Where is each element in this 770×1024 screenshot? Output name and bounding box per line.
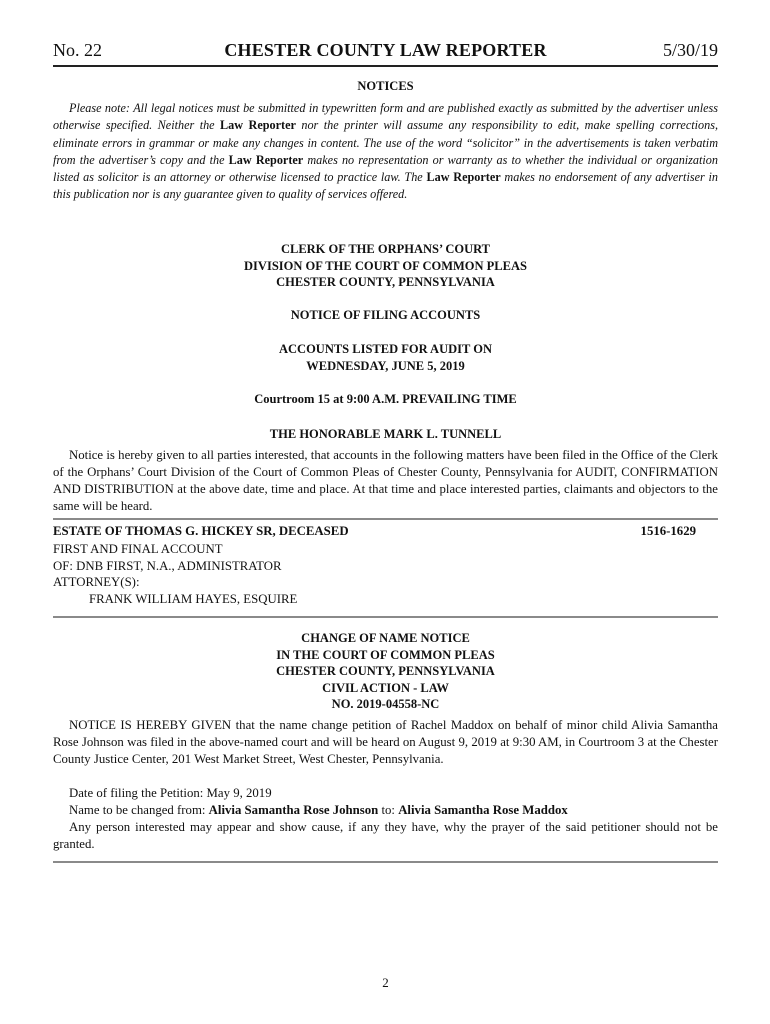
name-change-line-1: CHANGE OF NAME NOTICE [301,631,470,645]
orphans-court-line-3: CHESTER COUNTY, PENNSYLVANIA [276,275,495,289]
section-divider-2 [53,616,718,618]
orphans-court-line-2: DIVISION OF THE COURT OF COMMON PLEAS [244,258,527,273]
section-divider-1 [53,518,718,520]
name-to: Alivia Samantha Rose Maddox [398,803,568,817]
publication-title: CHESTER COUNTY LAW REPORTER [224,40,547,60]
issue-date: 5/30/19 [662,40,718,60]
name-change-closing: Any person interested may appear and show cause, if any they have, why the prayer of the said petitioner should not be granted. [53,820,718,851]
estate-details [53,541,718,607]
law-reporter-ref-2: Law Reporter [228,152,304,167]
estate-attorney: FRANK WILLIAM HAYES, ESQUIRE [89,591,298,606]
filing-notice-paragraph: Notice is hereby given to all parties interested, that accounts in the following matters have been filed in the Office of the Clerk of the Orphans’ Court Division of the Court of Common Pleas of Chester County, Pennsylvania for AUDIT, CONFIRMATION AND DISTRIBUTION at the above date, time and place. At that time and place interested parties, claimants and objectors to the same will be heard. [53,448,718,513]
page-header [53,40,718,64]
audit-line-1: ACCOUNTS LISTED FOR AUDIT ON [278,342,492,356]
name-from: Alivia Samantha Rose Johnson [208,803,379,817]
name-change-line-2: IN THE COURT OF COMMON PLEAS [276,647,495,662]
law-reporter-ref-1: Law Reporter [220,118,296,133]
name-change-line-5: NO. 2019-04558-NC [331,697,440,711]
law-reporter-ref-3: Law Reporter [426,170,501,185]
disclaimer-text-3: makes no representation or warranty as to whether the individual or organization listed as solicitor is an attorney or otherwise licensed to practice law. The [53,152,718,185]
estate-attorneys-label: ATTORNEY(S): [53,575,140,590]
name-change-paragraph: NOTICE IS HEREBY GIVEN that the name change petition of Rachel Maddox on behalf of minor child Alivia Samantha Rose Johnson was filed in the above-named court and will be heard on August 9, 2019 at 9:30 AM, in Courtroom 3 at the Chester County Justice Center, 201 West Market Street, West Chester, Pennsylvania. [53,718,718,766]
petition-filing-date: Date of filing the Petition: May 9, 2019 [69,786,272,800]
name-change-line-3: CHESTER COUNTY, PENNSYLVANIA [276,664,495,678]
name-change-line-4: CIVIL ACTION - LAW [322,680,449,695]
orphans-court-heading [53,241,718,291]
audit-line-2: WEDNESDAY, JUNE 5, 2019 [306,358,465,373]
section-divider-3 [53,861,718,863]
estate-administrator: OF: DNB FIRST, N.A., ADMINISTRATOR [53,558,282,573]
judge-line: THE HONORABLE MARK L. TUNNELL [269,427,502,441]
name-change-line [53,802,718,819]
disclaimer-text-4: makes no endorsement of any advertiser in this publication nor is any guarantee given to quality of services offered. [53,170,718,202]
filing-accounts-heading: NOTICE OF FILING ACCOUNTS [290,308,481,322]
header-divider [53,65,718,67]
orphans-court-line-1: CLERK OF THE ORPHANS’ COURT [280,242,491,256]
disclaimer-text-2: nor the printer will assume any responsibility to edit, make spelling corrections, eliminate errors in grammar or make any changes in content. The use of the word “solicitor” in the advertisements is taken verbatim from the advertiser’s copy and the [53,118,718,167]
estate-account: FIRST AND FINAL ACCOUNT [53,542,223,556]
name-to-label: to: [378,803,399,817]
name-change-heading [53,630,718,713]
notices-heading: NOTICES [357,79,414,93]
audit-heading [53,341,718,374]
name-from-label: Name to be changed from: [69,803,209,817]
notices-disclaimer [53,100,718,204]
issue-number: No. 22 [53,40,102,60]
disclaimer-text-1: Please note: All legal notices must be submitted in typewritten form and are published exactly as submitted by the advertiser unless otherwise specified. Neither the [53,101,718,133]
courtroom-line: Courtroom 15 at 9:00 A.M. PREVAILING TIME [254,392,517,406]
estate-name: ESTATE OF THOMAS G. HICKEY SR, DECEASED [53,524,349,538]
page-number: 2 [382,975,389,990]
estate-number: 1516-1629 [640,524,696,538]
